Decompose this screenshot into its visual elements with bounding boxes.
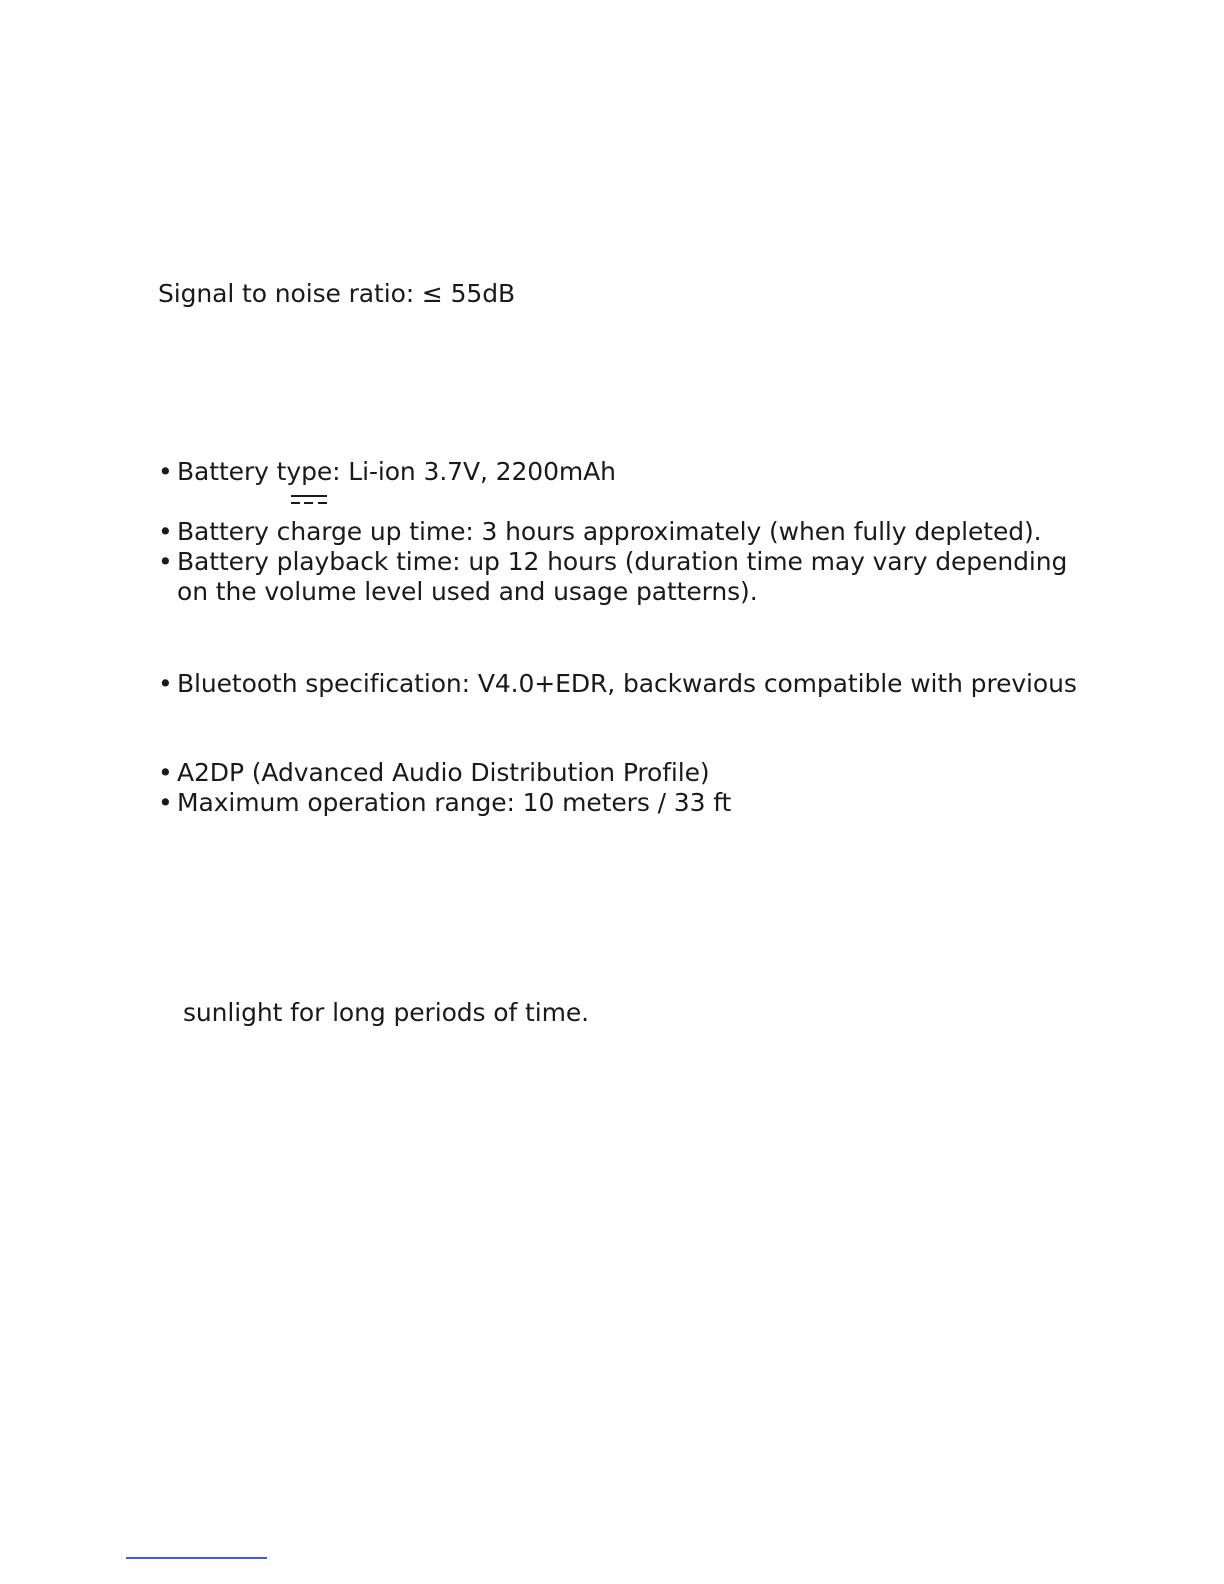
battery-type-item (158, 457, 616, 487)
battery-playback-text-1: Battery playback time: up 12 hours (duration time may vary depending (177, 547, 1068, 576)
bullet: • (158, 758, 173, 787)
bullet: • (158, 669, 173, 698)
range-item (158, 788, 731, 818)
battery-charge-item (158, 517, 1042, 547)
snr-spec (158, 279, 515, 309)
battery-type-text: Battery type: Li-ion 3.7V, 2200mAh (177, 457, 616, 486)
snr-text: Signal to noise ratio: ≤ 55dB (158, 279, 516, 308)
a2dp-text: A2DP (Advanced Audio Distribution Profile) (177, 758, 710, 787)
footnote-rule (126, 1557, 267, 1559)
bullet: • (158, 517, 173, 546)
bullet: • (158, 457, 173, 486)
battery-playback-text-2: on the volume level used and usage patterns). (177, 577, 758, 606)
a2dp-item (158, 758, 710, 788)
sunlight-caution (183, 998, 589, 1028)
bluetooth-spec-text: Bluetooth specification: V4.0+EDR, backwards compatible with previous (177, 669, 1077, 698)
range-text: Maximum operation range: 10 meters / 33 ft (177, 788, 732, 817)
bullet: • (158, 788, 173, 817)
dc-power-symbol-icon (291, 493, 327, 507)
battery-playback-continuation (177, 577, 758, 607)
bluetooth-spec-item (158, 669, 1077, 699)
battery-playback-item (158, 547, 1067, 577)
sunlight-text: sunlight for long periods of time. (183, 998, 589, 1027)
battery-charge-text: Battery charge up time: 3 hours approximately (when fully depleted). (177, 517, 1042, 546)
bullet: • (158, 547, 173, 576)
